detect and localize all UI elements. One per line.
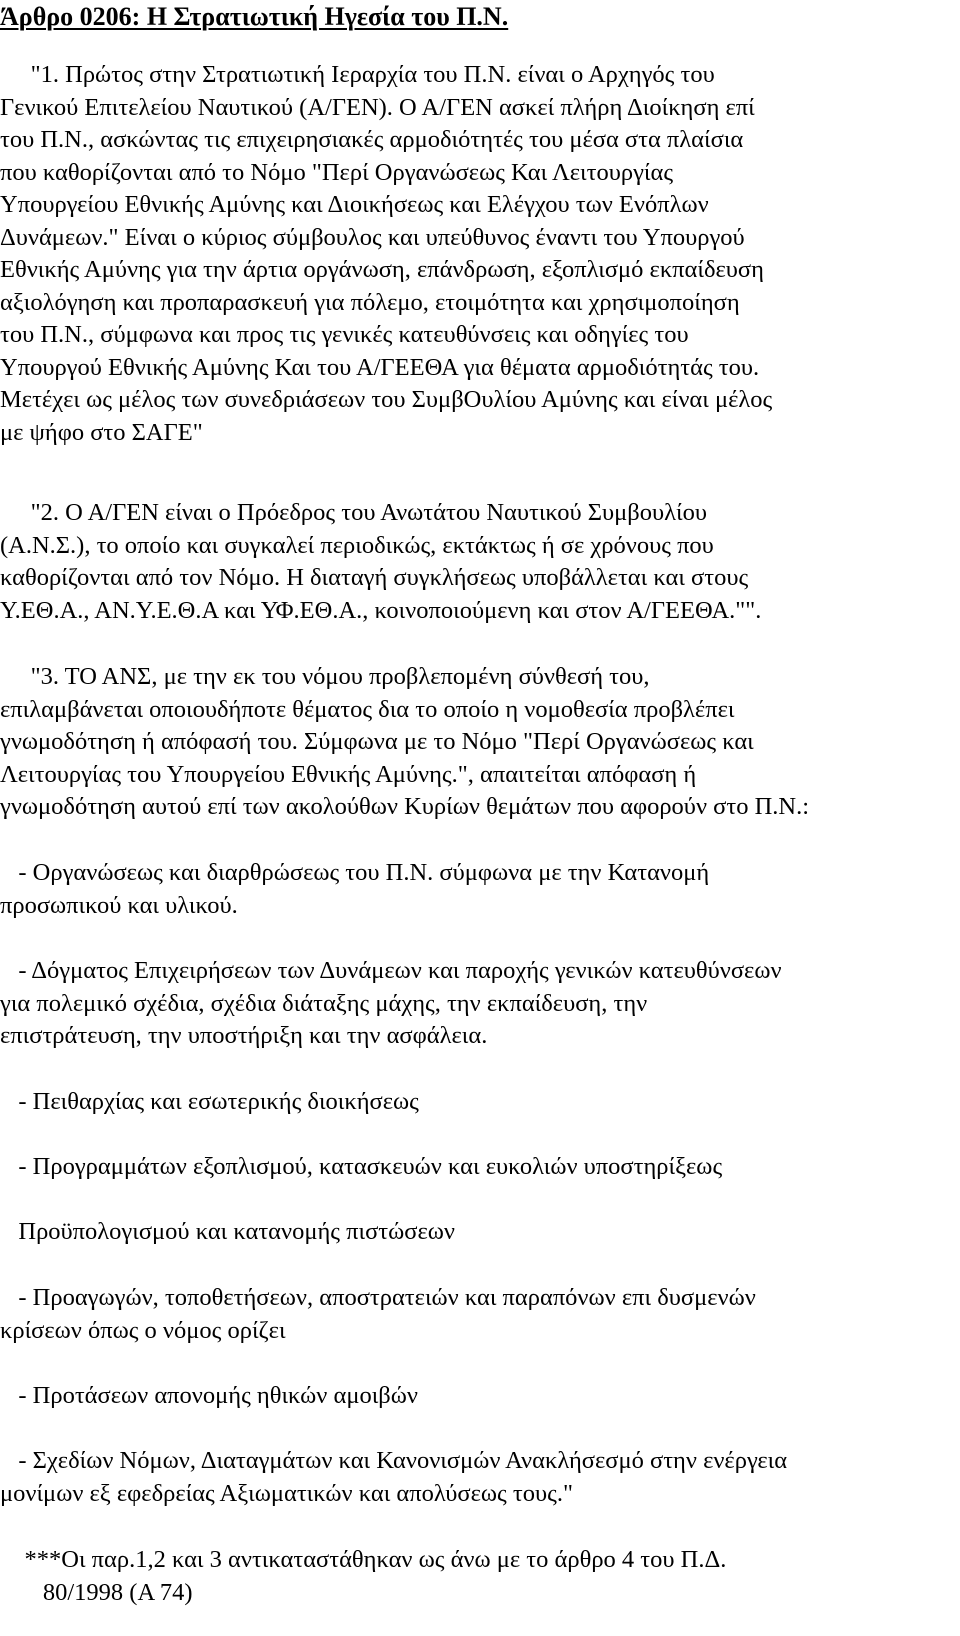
list-item-programs [0,1151,960,1184]
text-line: αξιολόγηση και προπαρασκευή για πόλεμο, ετοιμότητα και χρησιμοποίηση [0,288,740,316]
text-line: Υπουργού Εθνικής Αμύνης Και του Α/ΓΕΕΘΑ για θέματα αρμοδιότητάς του. [0,353,760,381]
text-line: προσωπικού και υλικού. [0,891,238,919]
text-line: γνωμοδότηση ή απόφασή του. Σύμφωνα με το Νόμο "Περί Οργανώσεως και [0,728,754,755]
text-line: Εθνικής Αμύνης για την άρτια οργάνωση, επάνδρωση, εξοπλισμό εκπαίδευση [0,256,764,283]
text-line: καθορίζονται από τον Νόμο. Η διαταγή συγκλήσεως υποβάλλεται και στους [0,564,749,591]
text-line: Δυνάμεων." Είναι ο κύριος σύμβουλος και υπεύθυνος έναντι του Υπουργού [0,223,745,251]
text-line: για πολεμικό σχέδια, σχέδια διάταξης μάχης, την εκπαίδευση, την [0,989,648,1017]
text-line: κρίσεων όπως ο νόμος ορίζει [0,1316,286,1344]
text-line: Λειτουργίας του Υπουργείου Εθνικής Αμύνης.", απαιτείται απόφαση ή [0,760,697,788]
text-line: "3. ΤΟ ΑΝΣ, με την εκ του νόμου προβλεπομένη σύνθεσή του, [0,663,650,690]
paragraph-3 [0,661,960,824]
text-line: Γενικού Επιτελείου Ναυτικού (Α/ΓΕΝ). Ο Α/ΓΕΝ ασκεί πλήρη Διοίκηση επί [0,93,755,121]
article-title: Άρθρο 0206: Η Στρατιωτική Ηγεσία του Π.Ν. [0,2,509,31]
text-line: ***Οι παρ.1,2 και 3 αντικαταστάθηκαν ως άνω με το άρθρο 4 του Π.Δ. [0,1546,727,1573]
list-item-awards [0,1380,960,1413]
text-line: Προϋπολογισμού και κατανομής πιστώσεων [0,1218,455,1245]
text-line: του Π.Ν., σύμφωνα και προς τις γενικές κατευθύνσεις και οδηγίες του [0,321,689,348]
text-line: - Οργανώσεως και διαρθρώσεως του Π.Ν. σύμφωνα με την Κατανομή [0,859,710,886]
list-item-bills [0,1445,960,1510]
text-line: επιλαμβάνεται οποιουδήποτε θέματος δια το οποίο η νομοθεσία προβλέπει [0,695,735,723]
text-line: μονίμων εξ εφεδρείας Αξιωματικών και απολύσεως τους." [0,1479,573,1507]
text-line: 80/1998 (Α 74) [0,1578,193,1606]
text-line: επιστράτευση, την υποστήριξη και την ασφάλεια. [0,1022,488,1049]
text-line: - Προαγωγών, τοποθετήσεων, αποστρατειών και παραπόνων επι δυσμενών [0,1284,756,1311]
paragraph-1 [0,59,960,449]
text-line: με ψήφο στο ΣΑΓΕ" [0,418,203,446]
text-line: Υ.ΕΘ.Α., ΑΝ.Υ.Ε.Θ.Α και ΥΦ.ΕΘ.Α., κοινοποιούμενη και στον Α/ΓΕΕΘΑ."". [0,596,762,624]
list-item-discipline [0,1086,960,1119]
text-line: Υπουργείου Εθνικής Αμύνης και Διοικήσεως και Ελέγχου των Ενόπλων [0,191,709,218]
text-line: - Προγραμμάτων εξοπλισμού, κατασκευών και ευκολιών υποστηρίξεως [0,1153,723,1180]
text-line: - Προτάσεων απονομής ηθικών αμοιβών [0,1382,418,1409]
text-line: - Πειθαρχίας και εσωτερικής διοικήσεως [0,1088,419,1115]
list-item-doctrine [0,955,960,1053]
amendment-note [0,1544,960,1609]
list-item-promotions [0,1282,960,1347]
text-line: - Δόγματος Επιχειρήσεων των Δυνάμεων και παροχής γενικών κατευθύνσεων [0,957,782,984]
list-item-budget [0,1216,960,1249]
text-line: - Σχεδίων Νόμων, Διαταγμάτων και Κανονισμών Ανακλήσεσμό στην ενέργεια [0,1447,788,1474]
text-line: "1. Πρώτος στην Στρατιωτική Ιεραρχία του Π.Ν. είναι ο Αρχηγός του [0,61,715,88]
text-line: του Π.Ν., ασκώντας τις επιχειρησιακές αρμοδιότητές του μέσα στα πλαίσια [0,126,744,153]
list-item-organization [0,857,960,922]
text-line: Μετέχει ως μέλος των συνεδριάσεων του ΣυμβΟυλίου Αμύνης και είναι μέλος [0,386,773,413]
text-line: "2. Ο Α/ΓΕΝ είναι ο Πρόεδρος του Ανωτάτου Ναυτικού Συμβουλίου [0,499,707,526]
paragraph-2 [0,497,960,627]
text-line: που καθορίζονται από το Νόμο "Περί Οργανώσεως Και Λειτουργίας [0,158,674,186]
text-line: (Α.Ν.Σ.), το οποίο και συγκαλεί περιοδικώς, εκτάκτως ή σε χρόνους που [0,531,714,559]
text-line: γνωμοδότηση αυτού επί των ακολούθων Κυρίων θεμάτων που αφορούν στο Π.Ν.: [0,793,810,820]
